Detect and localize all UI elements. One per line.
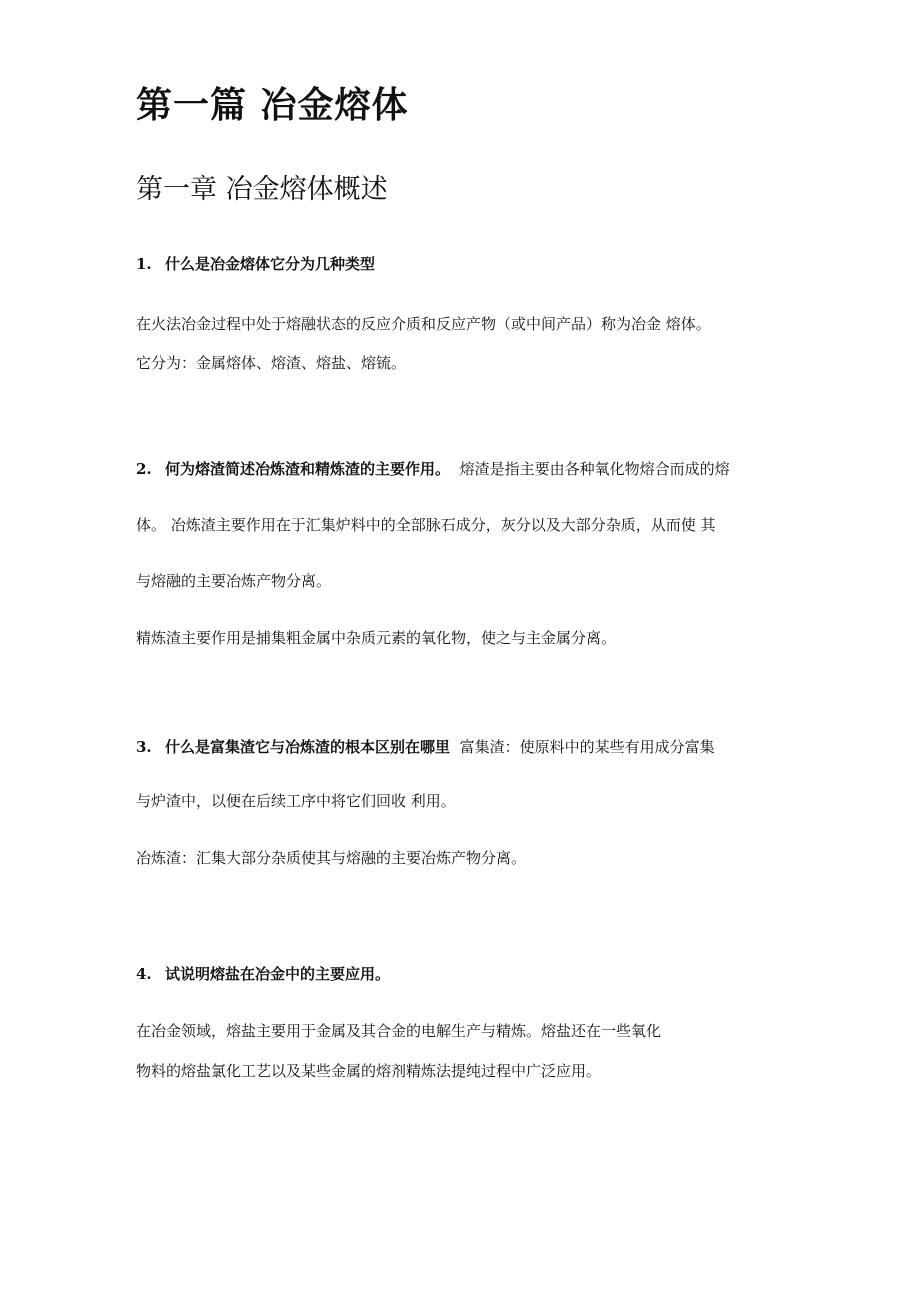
- question-4-answer-line-2: 物料的熔盐氯化工艺以及某些金属的熔剂精炼法提纯过程中广泛应用。: [136, 1062, 602, 1080]
- question-1-answer-line-2: 它分为：金属熔体、熔渣、熔盐、熔锍。: [136, 354, 407, 372]
- question-3-number: 3.: [136, 738, 152, 756]
- question-3-inline-answer: 富集渣：使原料中的某些有用成分富集: [459, 738, 715, 756]
- question-4-number: 4.: [136, 965, 152, 983]
- question-1-number: 1.: [136, 255, 152, 273]
- question-2-text: 何为熔渣简述冶炼渣和精炼渣的主要作用。: [165, 460, 451, 478]
- question-2-heading: [136, 458, 730, 480]
- question-3-answer-line-2: 冶炼渣：汇集大部分杂质使其与熔融的主要冶炼产物分离。: [136, 849, 527, 867]
- chapter-title: 第一章 冶金熔体概述: [136, 174, 388, 205]
- question-3-heading: [136, 736, 715, 758]
- question-1-answer-line-1: 在火法冶金过程中处于熔融状态的反应介质和反应产物（或中间产品）称为冶金 熔体。: [136, 315, 711, 333]
- question-3-answer-line-1: 与炉渣中，以便在后续工序中将它们回收 利用。: [136, 792, 456, 810]
- question-2-number: 2.: [136, 460, 152, 478]
- question-4-heading: [136, 963, 390, 985]
- question-2-answer-line-1: 体。 冶炼渣主要作用在于汇集炉料中的全部脉石成分，灰分以及大部分杂质，从而使 其: [136, 516, 716, 534]
- question-2-inline-answer: 熔渣是指主要由各种氧化物熔合而成的熔: [459, 460, 730, 478]
- part-title: 第一篇 冶金熔体: [136, 85, 409, 126]
- question-2-answer-line-3: 精炼渣主要作用是捕集粗金属中杂质元素的氧化物，使之与主金属分离。: [136, 629, 617, 647]
- question-3-text: 什么是富集渣它与冶炼渣的根本区别在哪里: [165, 738, 451, 756]
- question-4-answer-line-1: 在冶金领域，熔盐主要用于金属及其合金的电解生产与精炼。熔盐还在一些氧化: [136, 1022, 662, 1040]
- question-1-heading: [136, 253, 375, 275]
- question-1-text: 什么是冶金熔体它分为几种类型: [165, 255, 376, 273]
- question-4-text: 试说明熔盐在冶金中的主要应用。: [165, 965, 391, 983]
- question-2-answer-line-2: 与熔融的主要冶炼产物分离。: [136, 572, 332, 590]
